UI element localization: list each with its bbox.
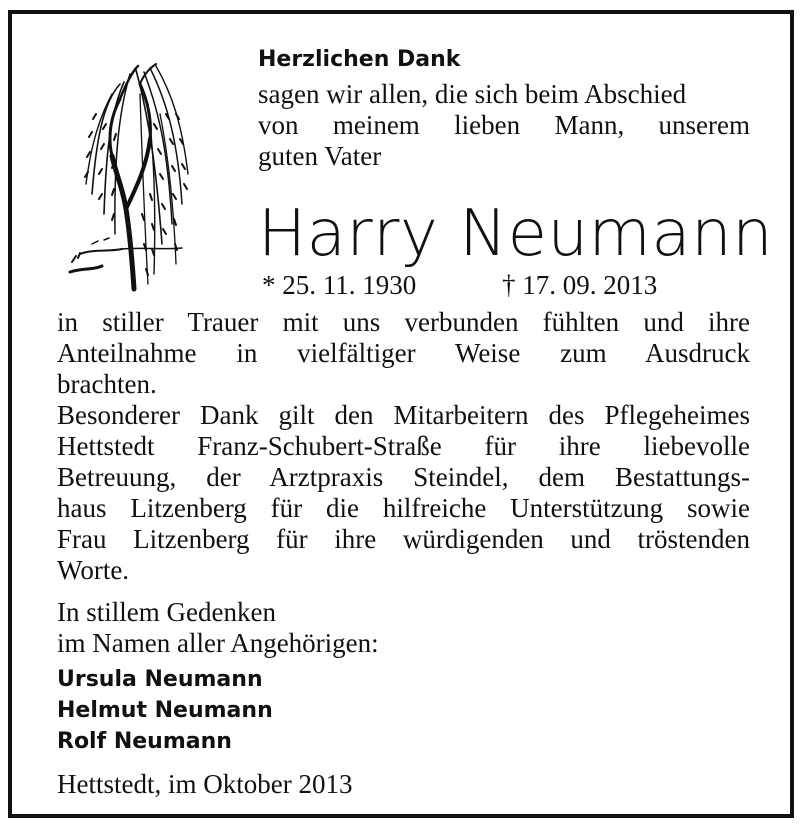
place-and-date: Hettstedt, im Oktober 2013 (57, 769, 353, 799)
intro-line: von meinem lieben Mann, unserem (258, 110, 750, 140)
intro-text (258, 79, 750, 172)
signer-name: Rolf Neumann (57, 729, 232, 754)
thanks-body (57, 307, 750, 586)
body-line: brachten. (57, 369, 157, 399)
body-line: Frau Litzenberg für ihre würdigenden und tröstenden (57, 524, 750, 554)
intro-line: guten Vater (258, 141, 382, 171)
death-date: † 17. 09. 2013 (502, 270, 658, 300)
body-line: Hettstedt Franz-Schubert-Straße für ihre liebevolle (57, 431, 750, 461)
closing-line: im Namen aller Angehörigen: (57, 628, 379, 658)
body-line: Betreuung, der Arztpraxis Steindel, dem Bestattungs- (57, 462, 750, 492)
life-dates (262, 270, 692, 301)
body-line: haus Litzenberg für die hilfreiche Unterstützung sowie (57, 493, 750, 523)
thanks-heading: Herzlichen Dank (258, 47, 461, 72)
body-line: in stiller Trauer mit uns verbunden fühlten und ihre (57, 307, 750, 337)
body-line: Besonderer Dank gilt den Mitarbeitern des Pflegeheimes (57, 400, 750, 430)
signer-name: Helmut Neumann (57, 698, 273, 723)
signers-list (57, 664, 273, 757)
closing-line: In stillem Gedenken (57, 597, 276, 627)
deceased-name: Harry Neumann (258, 197, 774, 271)
weeping-willow-icon (52, 44, 202, 304)
intro-line: sagen wir allen, die sich beim Abschied (258, 79, 687, 109)
signer-name: Ursula Neumann (57, 667, 263, 692)
body-line: Anteilnahme in vielfältiger Weise zum Ausdruck (57, 338, 750, 368)
birth-date: * 25. 11. 1930 (262, 270, 417, 300)
obituary-notice-frame (8, 10, 794, 818)
body-line: Worte. (57, 555, 130, 585)
closing-text (57, 597, 379, 659)
